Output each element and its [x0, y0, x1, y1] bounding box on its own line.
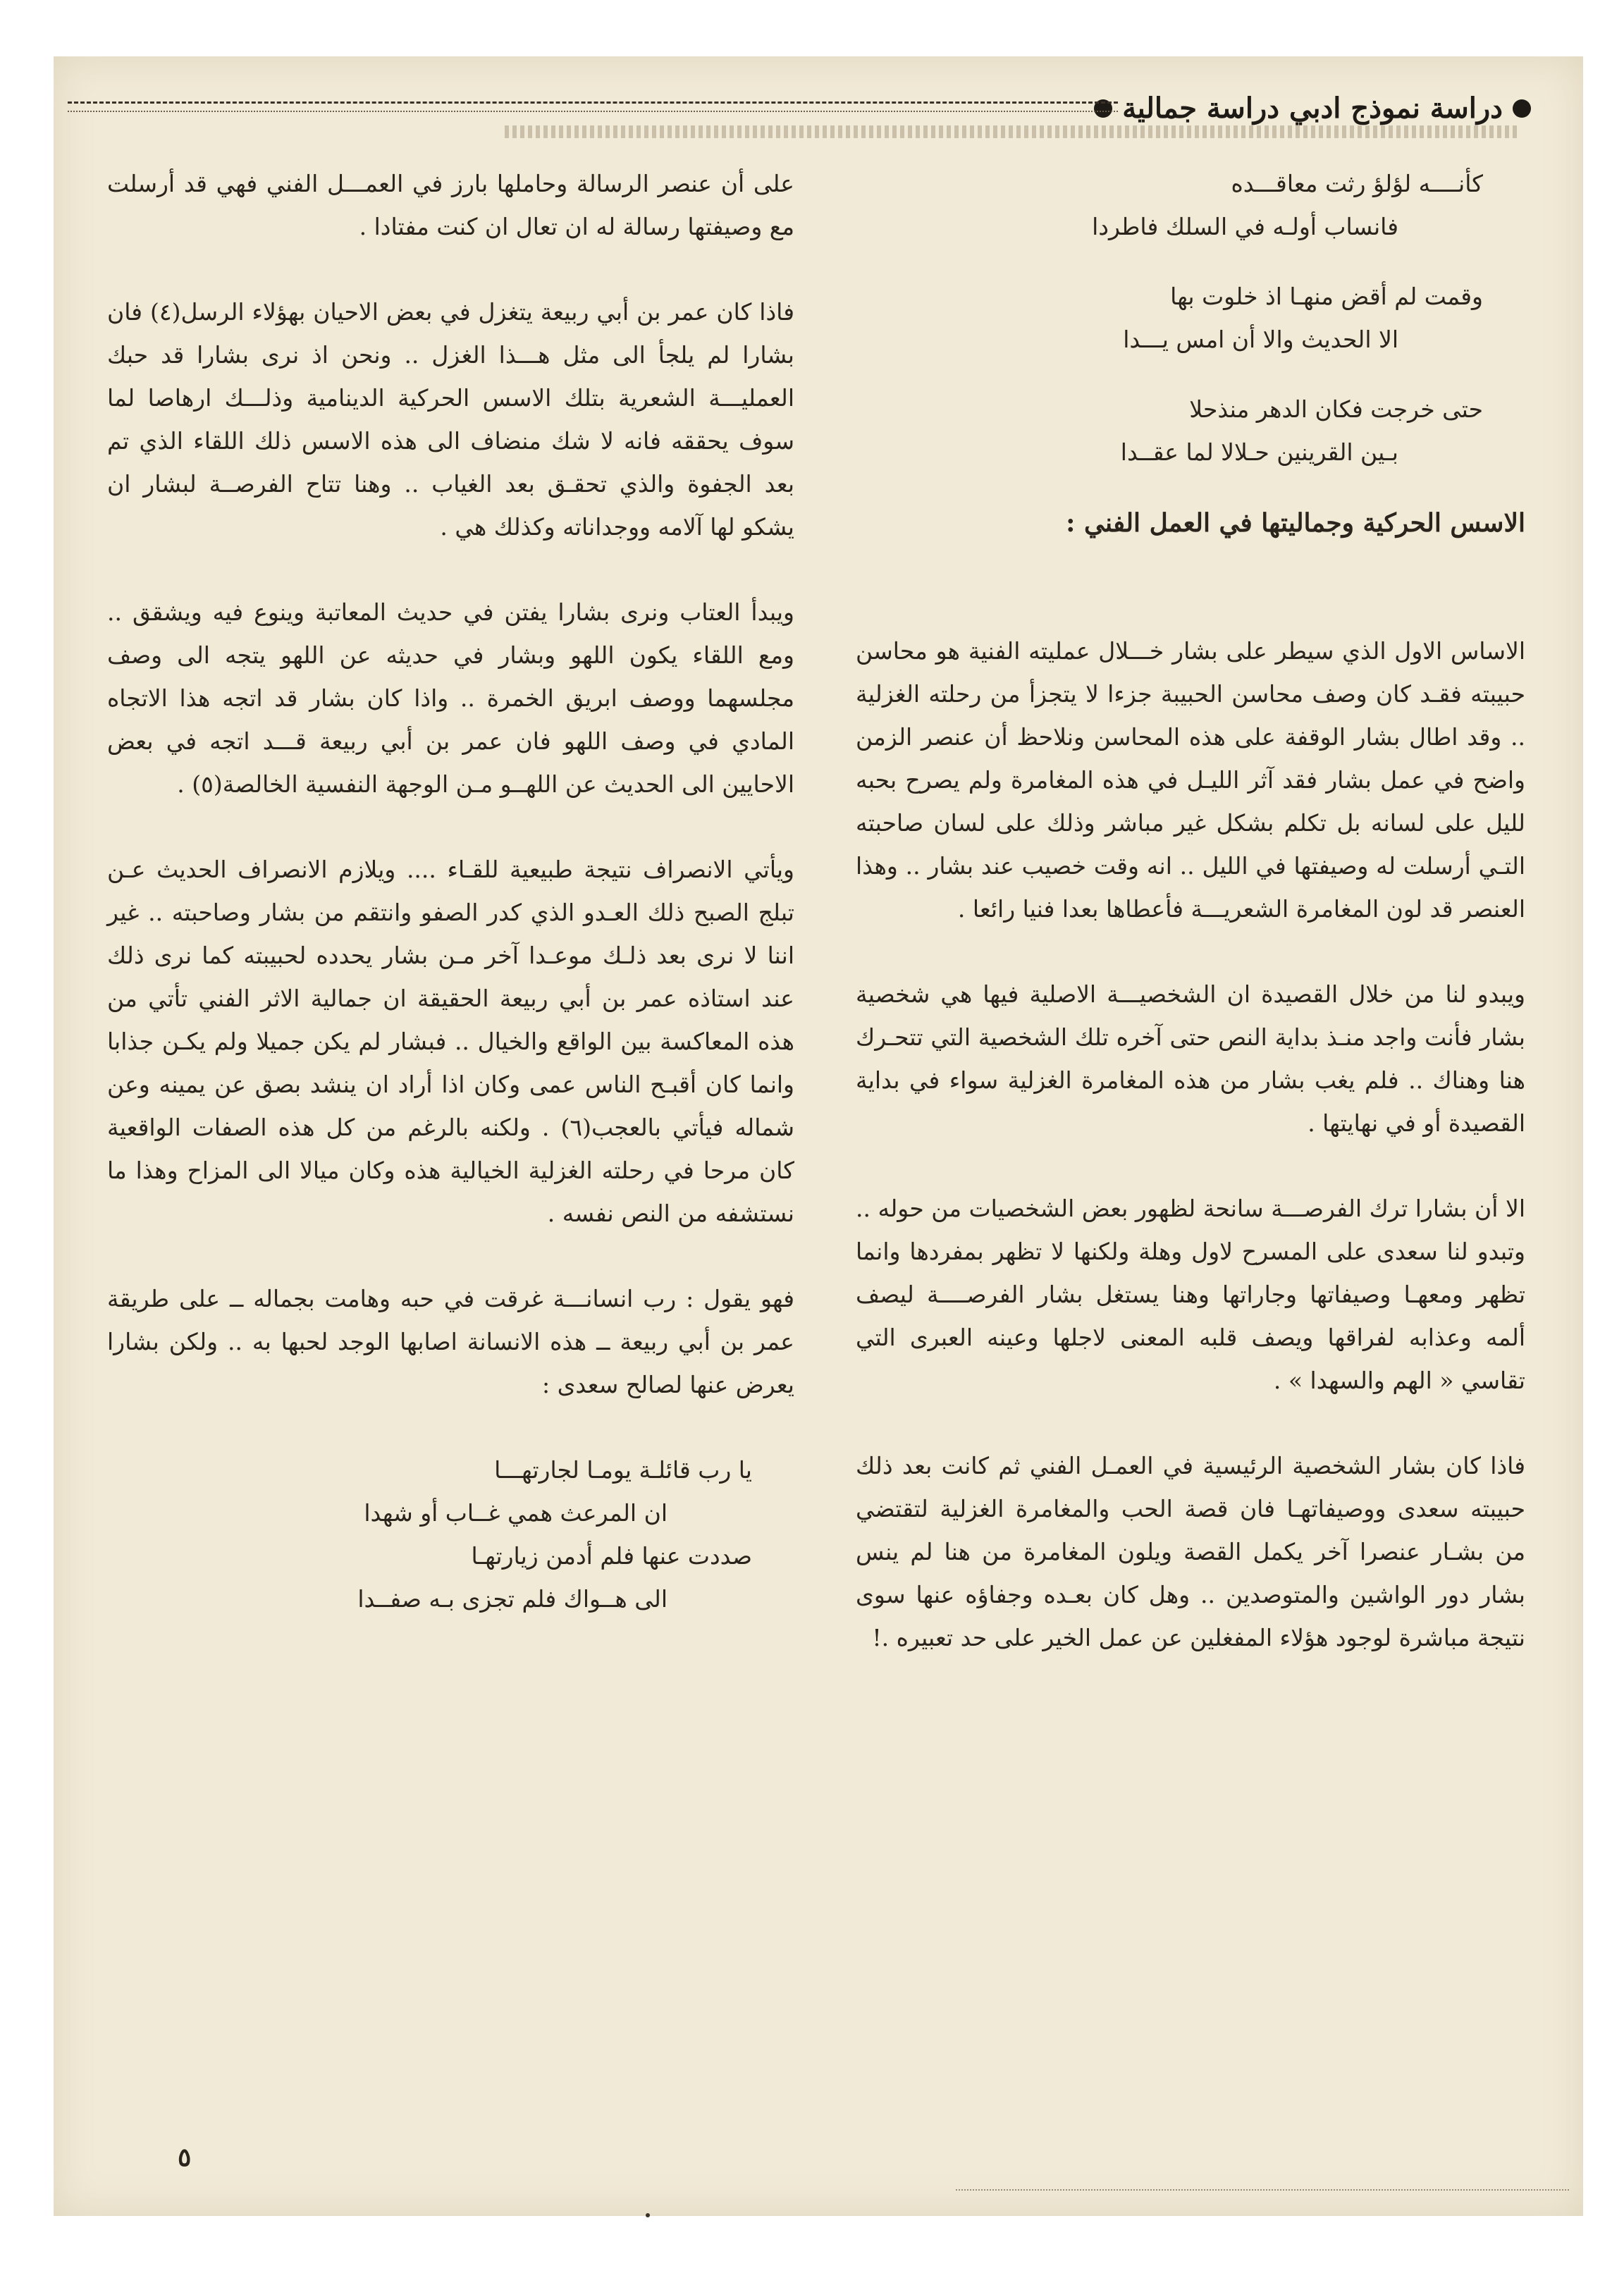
- verse-block-1: [898, 162, 1483, 248]
- body-paragraph: ويبدو لنا من خلال القصيدة ان الشخصيـــة الاصلية فيها هي شخصية بشار فأنت واجد منـذ بداية النص حتى آخره تلك الشخصية التي تتحـرك هنا وهناك .. فلم يغب بشار من هذه المغامرة الغزلية سواء في بداية القصيدة أو في نهايتها .: [856, 980, 1525, 1137]
- print-speck: [646, 2213, 650, 2217]
- body-paragraph: الاساس الاول الذي سيطر على بشار خـــلال عمليته الفنية هو محاسن حبيبته فقـد كان وصف محاسن الحبيبة جزءا لا يتجزأ من رحلته الغزلية .. وقد اطال بشار الوقفة على هذه المحاسن ونلاحظ أن عنصر الزمن واضح في عمل بشار فقد آثر الليـل في هذه المغامرة ولم يصرح بحبه لليل على لسانه بل تكلم بشكل غير مباشر وذلك على لسان صاحبته التـي أرسلت له وصيفتها في الليل .. انه وقت خصيب عند بشار .. وهذا العنصر قد لون المغامرة الشعريـــة فأعطاها بعدا فنيا رائعا .: [856, 637, 1525, 923]
- right-column: [856, 162, 1525, 1701]
- verse-block-2: [149, 1448, 752, 1620]
- body-paragraph: فاذا كان بشار الشخصية الرئيسية في العمـل الفني ثم كانت بعد ذلك حبيبته سعدى ووصيفاتهـا فان قصة الحب والمغامرة الغزلية لتقتضي من بشـار عنصرا آخر يكمل القصة ويلون المغامرة من هنا لم ينس بشار دور الواشين والمتوصدين .. وهل كان بعـده وجفاؤه عنها سوى نتيجة مباشرة لوجود هؤلاء المفغلين عن عمل الخير على حد تعبيره .!: [856, 1452, 1525, 1651]
- verse-line: ان المرعث همي غــاب أو شهدا: [364, 1499, 668, 1527]
- decorative-band: [505, 125, 1520, 138]
- verse-line: يا رب قائلـة يومـا لجارتهـــا: [494, 1456, 752, 1484]
- verse-line: فانساب أولـه في السلك فاطردا: [1092, 213, 1398, 240]
- body-paragraph: ويبدأ العتاب ونرى بشارا يفتن في حديث المعاتبة وينوع فيه ويشقق .. ومع اللقاء يكون اللهو وبشار في حديثه عن اللهو يتجه الى وصف مجلسهما ووصف ابريق الخمرة .. واذا كان بشار قد اتجه هذا الاتجاه المادي في وصف اللهو فان عمر بن أبي ربيعة قـــد اتجه في بعض الاحايين الى الحديث عن اللهــو مـن الوجهة النفسية الخالصة(٥) .: [107, 598, 794, 798]
- body-paragraph: على أن عنصر الرسالة وحاملها بارز في العمـــل الفني فهي قد أرسلت مع وصيفتها رسالة له ان تعال ان كنت مفتادا .: [107, 170, 794, 240]
- verse-line: حتى خرجت فكان الدهر منذحلا: [1189, 395, 1483, 423]
- body-paragraph: فاذا كان عمر بن أبي ربيعة يتغزل في بعض الاحيان بهؤلاء الرسل(٤) فان بشارا لم يلجأ الى مثل هـــذا الغزل .. ونحن اذ نرى بشارا قد حبك العمليـــة الشعرية بتلك الاسس الحركية الدينامية وذلـــك ارهاصا لما سوف يحققه فانه لا شك منضاف الى هذه الاسس ذلك اللقاء الذي تم بعد الجفوة والذي تحقـق بعد الغياب .. وهنا تتاح الفرصــة لبشار ان يشكو لها آلامه ووجداناته وكذلك هي .: [107, 298, 794, 541]
- magazine-page: [54, 56, 1583, 2216]
- header-title: دراسة نموذج ادبي دراسة جمالية: [1122, 92, 1503, 125]
- footer-rule: [956, 2189, 1569, 2191]
- verse-block-1: [898, 275, 1483, 361]
- verse-line: بـين القرينين حـلالا لما عقــدا: [1120, 438, 1398, 466]
- verse-line: وقمت لم أقض منهـا اذ خلوت بها: [1170, 283, 1483, 310]
- bullet-icon: [1513, 99, 1531, 118]
- page-number: ٥: [178, 2143, 192, 2172]
- body-paragraph: فهو يقول : رب انسانـــة غرقت في حبه وهامت بجماله ــ على طريقة عمر بن أبي ربيعة ــ هذه الانسانة اصابها الوجد لحبها به .. ولكن بشارا يعرض عنها لصالح سعدى :: [107, 1285, 794, 1398]
- body-paragraph: الا أن بشارا ترك الفرصـــة سانحة لظهور بعض الشخصيات من حوله .. وتبدو لنا سعدى على المسرح لاول وهلة ولكنها لا تظهر بمفردها وانما تظهر ومعهـا وصيفاتها وجاراتها وهنا يستغل بشار الفرصــــة ليصف ألمه وعذابه لفراقها ويصف قلبه المعنى لاجلها وعينه العبرى التي تقاسي « الهم والسهدا » .: [856, 1195, 1525, 1394]
- verse-line: الى هــواك فلم تجزى بـه صفــدا: [357, 1585, 668, 1613]
- verse-line: كأنــــه لؤلؤ رثت معاقـــده: [1231, 170, 1483, 197]
- header-rule: [68, 101, 1118, 112]
- verse-line: الا الحديث والا أن امس يـــدا: [1123, 326, 1398, 353]
- body-paragraph: ويأتي الانصراف نتيجة طبيعية للقـاء .... ويلازم الانصراف الحديث عـن تبلج الصبح ذلك العـدو الذي كدر الصفو وانتقم من بشار وصاحبته .. غير اننا لا نرى بعد ذلـك موعـدا آخر مـن بشار يحدده لحبيبته كما نرى ذلك عند استاذه عمر بن أبي ربيعة الحقيقة ان جمالية الاثر الفني تأتي من هذه المعاكسة بين الواقع والخيال .. فبشار لم يكن جميلا ولم يكـن جذابا وانما كان أقبـح الناس عمى وكان اذا أراد ان ينشد بصق عن يمينه وعن شماله فيأتي بالعجب(٦) . ولكنه بالرغم من كل هذه الصفات الواقعية كان مرحا في رحلته الغزلية الخيالية هذه وكان ميالا الى المزاح وهذا ما نستشفه من النص نفسه .: [107, 856, 795, 1227]
- verse-line: صددت عنها فلم أدمن زيارتهـا: [471, 1542, 752, 1570]
- section-heading: الاسس الحركية وجماليتها في العمل الفني :: [1066, 508, 1525, 538]
- verse-block-1: [898, 388, 1483, 474]
- left-column: [107, 162, 794, 1647]
- running-header: [1084, 92, 1541, 125]
